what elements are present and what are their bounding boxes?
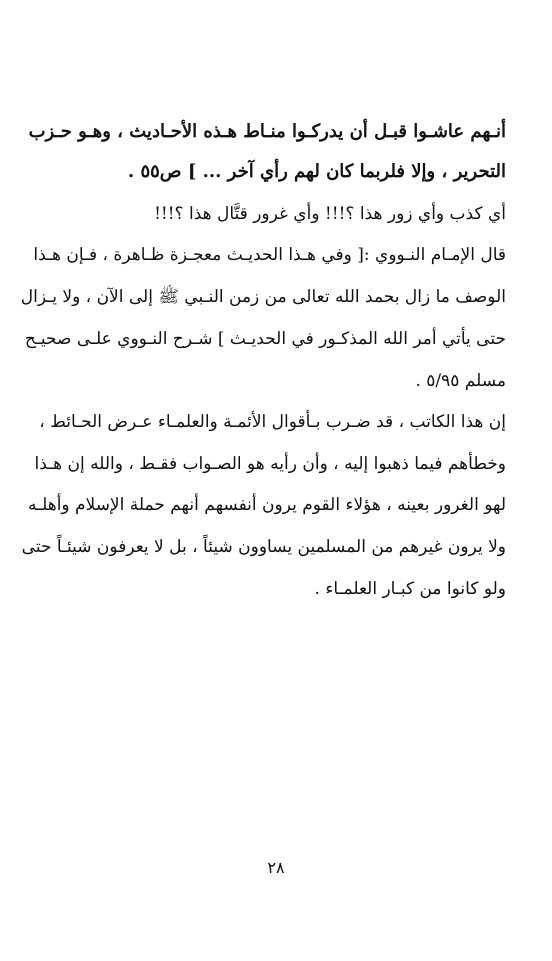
- paragraph-1-line-1: أنـهم عاشـوا قبـل أن يدركـوا منـاط هـذه الأحـاديث ، وهـو حـزب: [28, 121, 506, 142]
- paragraph-4-line-4: ولا يرون غيرهم من المسلمين يساوون شيئاً ، بل لا يعرفون شيئـاً حتى: [21, 537, 506, 557]
- paragraph-3-line-1: قال الإمـام النـووي :[ وفي هـذا الحديـث معجـزة ظـاهرة ، فـإن هـذا: [33, 245, 506, 265]
- paragraph-1-line-2: التحرير ، وإلا فلربما كان لهم رأي آخر ... ] ص٥٥ .: [127, 161, 506, 182]
- paragraph-4-line-3: لهو الغرور بعينه ، هؤلاء القوم يرون أنفسهم أنهم حملة الإسلام وأهلـه: [28, 495, 506, 515]
- paragraph-3-line-3: حتى يأتي أمر الله المذكـور في الحديـث ] شـرح النـووي علـى صحيـح: [24, 329, 506, 349]
- paragraph-3-line-2: الوصف ما زال بحمد الله تعالى من زمن النـبي ﷺ إلى الآن ، ولا يـزال: [20, 287, 506, 307]
- paragraph-4-line-1: إن هذا الكاتب ، قد ضـرب بـأقوال الأئمـة والعلمـاء عـرض الحـائط ،: [39, 412, 506, 432]
- paragraph-4-line-5: ولو كانوا من كبـار العلمـاء .: [314, 579, 506, 599]
- page-number: ٢٨: [267, 858, 285, 877]
- paragraph-4-line-2: وخطأهم فيما ذهبوا إليه ، وأن رأيه هو الصـواب فقـط ، والله إن هـذا: [34, 454, 506, 474]
- paragraph-3-line-4: مسلم ٥/٩٥ .: [415, 371, 506, 391]
- paragraph-2-line-1: أي كذب وأي زور هذا ؟!!! وأي غرور قتَّال هذا ؟!!!: [154, 204, 506, 224]
